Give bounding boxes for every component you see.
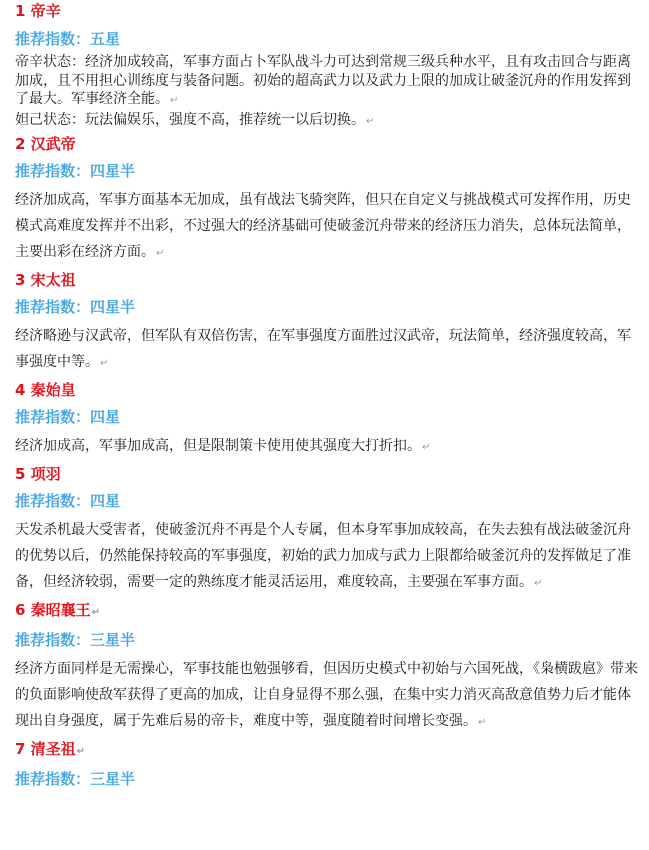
- ranking-entry: [13, 738, 643, 795]
- paragraph-mark-icon: ↵: [422, 442, 431, 453]
- entry-paragraph: 帝辛状态：经济加成较高，军事方面占卜军队战斗力可达到常规三级兵种水平，且有攻击回合与距离加成，且不用担心训练度与装备问题。初始的超高武力以及武力上限的加成让破釜沉舟的作用发挥到了最大。军事经济全能。↵: [15, 54, 631, 107]
- recommendation-rating: 推荐指数：三星半: [15, 631, 136, 649]
- paragraph-mark-icon: ↵: [478, 717, 487, 728]
- entry-paragraph: 经济加成高，军事加成高，但是限制策卡使用使其强度大打折扣。↵: [15, 438, 431, 454]
- recommendation-rating: 推荐指数：五星: [15, 30, 121, 48]
- entry-title: 3 宋太祖: [15, 271, 76, 289]
- entry-title: 7 清圣祖↵: [15, 740, 86, 758]
- entry-title: 6 秦昭襄王↵: [15, 601, 101, 619]
- paragraph-mark-icon: ↵: [91, 607, 101, 618]
- entry-paragraph: 经济加成高，军事方面基本无加成，虽有战法飞骑突阵，但只在自定义与挑战模式可发挥作用，历史模式高难度发挥并不出彩，不过强大的经济基础可使破釜沉舟带来的经济压力消失，总体玩法简单，主要出彩在经济方面。↵: [15, 192, 631, 260]
- entry-paragraph: 经济方面同样是无需操心，军事技能也勉强够看，但因历史模式中初始与六国死战，《枭横跋扈》带来的负面影响使敌军获得了更高的加成，让自身显得不那么强，在集中实力消灭高敌意值势力后才能体现出自身强度，属于先难后易的帝卡，难度中等，强度随着时间增长变强。↵: [15, 661, 638, 729]
- ranking-entry: [13, 463, 643, 599]
- ranking-entry: [13, 379, 643, 463]
- entry-paragraph: 妲己状态：玩法偏娱乐，强度不高，推荐统一以后切换。↵: [15, 111, 375, 128]
- entry-paragraph: 经济略逊与汉武帝，但军队有双倍伤害，在军事强度方面胜过汉武帝，玩法简单，经济强度较高，军事强度中等。↵: [15, 328, 631, 370]
- recommendation-rating: 推荐指数：四星: [15, 408, 121, 426]
- entry-paragraph: 天发杀机最大受害者，使破釜沉舟不再是个人专属，但本身军事加成较高，在失去独有战法破釜沉舟的优势以后，仍然能保持较高的军事强度，初始的武力加成与武力上限都给破釜沉舟的发挥做足了准备，但经济较弱，需要一定的熟练度才能灵活运用，难度较高，主要强在军事方面。↵: [15, 522, 631, 590]
- paragraph-mark-icon: ↵: [100, 358, 109, 369]
- paragraph-mark-icon: ↵: [76, 746, 86, 757]
- ranking-entry: [13, 0, 643, 131]
- paragraph-mark-icon: ↵: [156, 248, 165, 259]
- recommendation-rating: 推荐指数：三星半: [15, 770, 136, 788]
- recommendation-rating: 推荐指数：四星: [15, 492, 121, 510]
- ranking-entry: [13, 131, 643, 269]
- paragraph-mark-icon: ↵: [170, 95, 179, 106]
- entry-title: 1 帝辛: [15, 2, 61, 20]
- recommendation-rating: 推荐指数：四星半: [15, 162, 136, 180]
- document-page: [13, 0, 643, 795]
- ranking-entry: [13, 599, 643, 738]
- entry-title: 5 项羽: [15, 465, 61, 483]
- recommendation-rating: 推荐指数：四星半: [15, 298, 136, 316]
- paragraph-mark-icon: ↵: [534, 578, 543, 589]
- ranking-entry: [13, 269, 643, 379]
- paragraph-mark-icon: ↵: [366, 115, 375, 127]
- entry-title: 4 秦始皇: [15, 381, 76, 399]
- entry-title: 2 汉武帝: [15, 135, 76, 153]
